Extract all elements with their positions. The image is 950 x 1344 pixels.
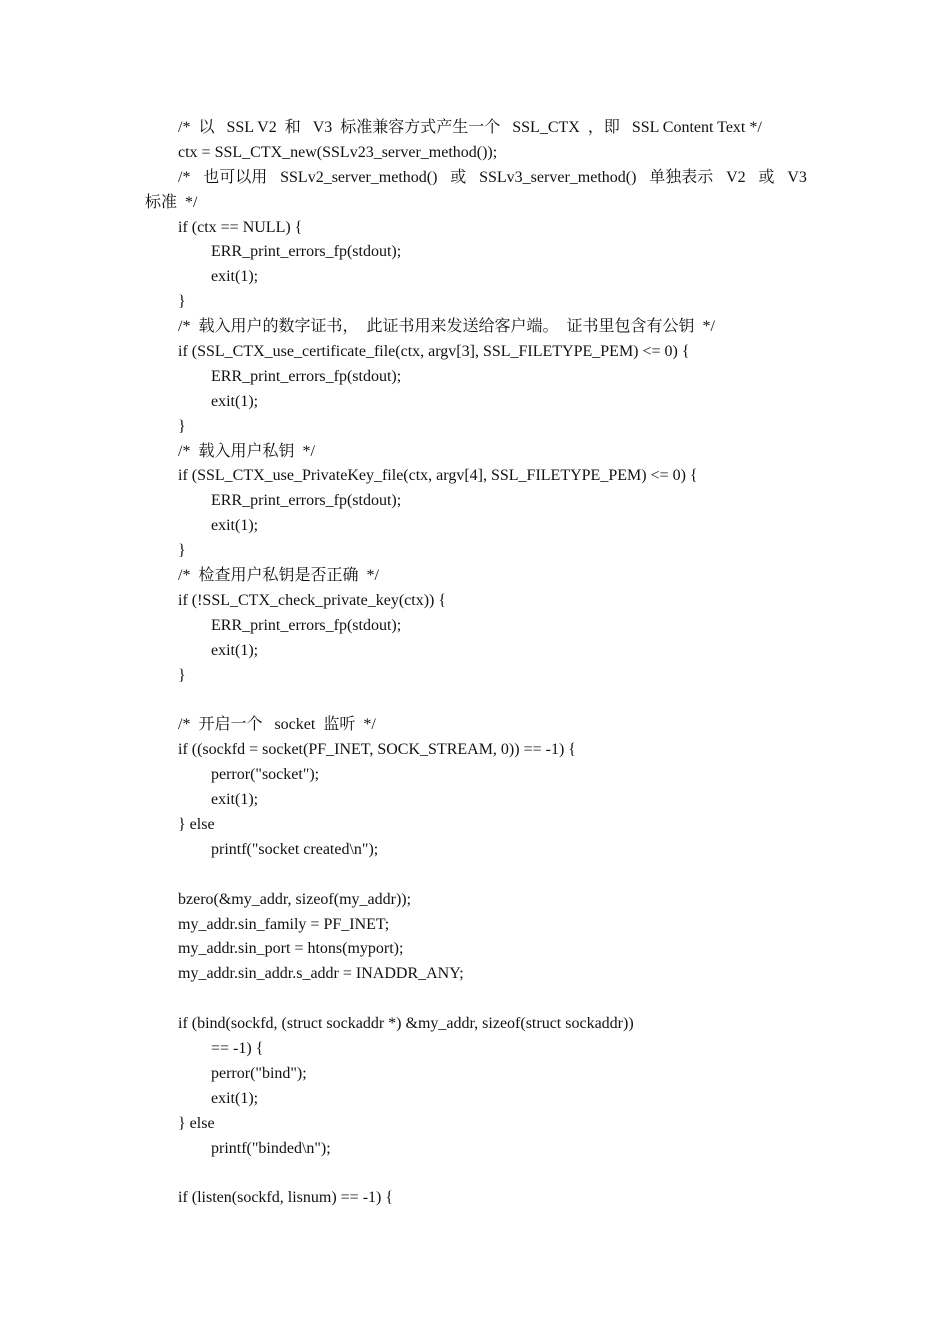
code-line [145, 166, 825, 191]
code-line: /* 载入用户的数字证书， 此证书用来发送给客户端。 证书里包含有公钥 */ [178, 318, 715, 336]
blank-line [145, 1161, 825, 1186]
code-line: 标准 */ [145, 193, 198, 211]
code-line: ERR_print_errors_fp(stdout); [211, 616, 402, 634]
code-line: /* 载入用户私钥 */ [178, 442, 315, 460]
code-line: } [178, 542, 186, 560]
code-line: exit(1); [211, 641, 259, 659]
code-line: /* 开启一个 socket 监听 */ [178, 716, 376, 734]
code-line: my_addr.sin_port = htons(myport); [178, 940, 404, 958]
code-line: printf("socket created\n"); [211, 840, 379, 858]
code-line: } else [178, 1114, 215, 1132]
code-line: exit(1); [211, 268, 259, 286]
code-line: if (ctx == NULL) { [178, 218, 303, 236]
code-line: if ((sockfd = socket(PF_INET, SOCK_STREAM, 0)) == -1) { [178, 741, 576, 759]
code-line: ERR_print_errors_fp(stdout); [211, 367, 402, 385]
code-line: my_addr.sin_family = PF_INET; [178, 915, 390, 933]
code-line: ERR_print_errors_fp(stdout); [211, 492, 402, 510]
code-line: exit(1); [211, 392, 259, 410]
code-line: exit(1); [211, 791, 259, 809]
code-line: bzero(&my_addr, sizeof(my_addr)); [178, 890, 412, 908]
code-line: /* 检查用户私钥是否正确 */ [178, 567, 379, 585]
code-line-segment: /* [178, 168, 191, 186]
code-listing [145, 116, 825, 1211]
code-line: perror("socket"); [211, 766, 320, 784]
code-line-segment: 或 [758, 168, 775, 186]
code-line: == -1) { [211, 1039, 264, 1057]
code-line: } [178, 666, 186, 684]
code-line: } [178, 417, 186, 435]
code-line: printf("binded\n"); [211, 1139, 331, 1157]
code-line: ctx = SSL_CTX_new(SSLv23_server_method()); [178, 143, 498, 161]
code-line: if (bind(sockfd, (struct sockaddr *) &my_addr, sizeof(struct sockaddr)) [178, 1015, 634, 1033]
code-line: my_addr.sin_addr.s_addr = INADDR_ANY; [178, 965, 464, 983]
code-line: exit(1); [211, 517, 259, 535]
code-line: /* 以 SSL V2 和 V3 标准兼容方式产生一个 SSL_CTX ，即 SSL Content Text */ [178, 119, 762, 136]
code-line: if (SSL_CTX_use_certificate_file(ctx, argv[3], SSL_FILETYPE_PEM) <= 0) { [178, 343, 690, 361]
blank-line [145, 688, 825, 713]
code-line-segment: SSLv3_server_method() [479, 168, 637, 186]
code-line: if (SSL_CTX_use_PrivateKey_file(ctx, argv[4], SSL_FILETYPE_PEM) <= 0) { [178, 467, 698, 485]
blank-line [145, 863, 825, 888]
code-line-segment: V3 [787, 168, 807, 186]
code-line: if (!SSL_CTX_check_private_key(ctx)) { [178, 591, 447, 609]
code-line: perror("bind"); [211, 1064, 307, 1082]
code-line-segment: V2 [726, 168, 746, 186]
code-line-segment: 也可以用 [203, 168, 268, 186]
code-line: } else [178, 815, 215, 833]
code-line: } [178, 293, 186, 311]
code-line: if (listen(sockfd, lisnum) == -1) { [178, 1189, 394, 1207]
code-line-segment: 或 [450, 168, 467, 186]
code-line: ERR_print_errors_fp(stdout); [211, 243, 402, 261]
code-line: exit(1); [211, 1089, 259, 1107]
code-line-segment: 单独表示 [649, 168, 714, 186]
blank-line [145, 987, 825, 1012]
code-line-segment: SSLv2_server_method() [280, 168, 438, 186]
